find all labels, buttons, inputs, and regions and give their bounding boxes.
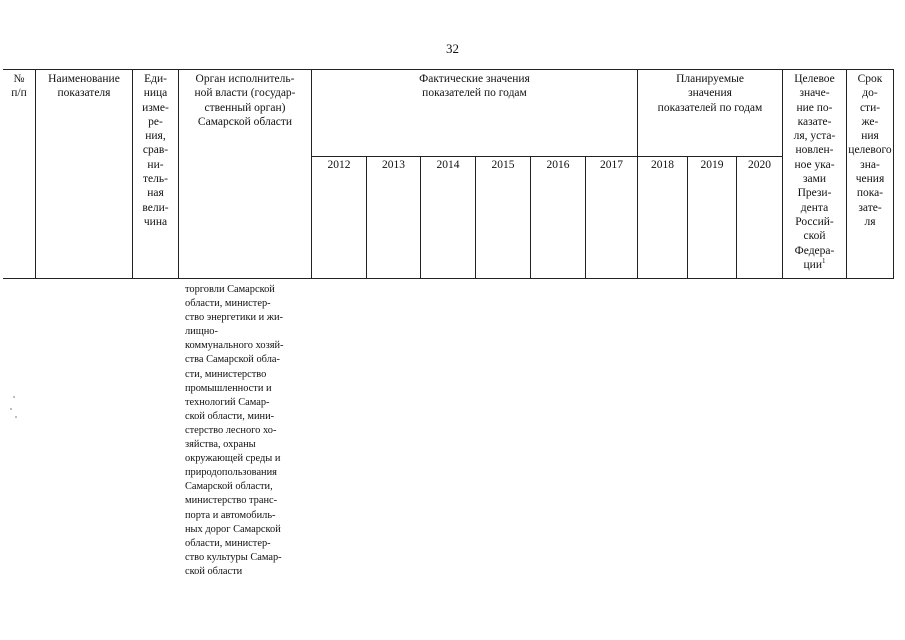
year-cell: 2016 — [546, 159, 570, 171]
year-divider — [585, 156, 586, 279]
year-cell: 2018 — [651, 159, 674, 171]
scan-speck — [10, 408, 12, 410]
year-divider — [736, 156, 737, 279]
year-divider — [475, 156, 476, 279]
years-row-top-border — [311, 156, 782, 157]
header-indicator-name: Наименование показателя — [48, 73, 120, 100]
scan-speck — [15, 416, 17, 418]
year-cell: 2013 — [382, 159, 405, 171]
header-actual-values: Фактические значения показателей по годам — [419, 73, 530, 100]
header-target-text: Целевое значе- ние по- казате- ля, уста- новлен- ное ука- зами Прези- дента Россий- ской Федера- ции — [793, 73, 836, 271]
page-number: 32 — [446, 41, 459, 56]
scan-speck — [13, 396, 15, 398]
authority-continuation-text: торговли Самарской области, министер- ство энергетики и жи- лищно- коммунального хозяй- ства Самарской обла- сти, министерство промышленности и технологий Самар- ской области, мини- стерство лесного хо- зяйства, охраны окружающей среды и природопользования Самарской области, министерство транс- порта и автомобиль- ных дорог Самарской области, министер- ство культуры Самар- ской области — [185, 284, 284, 577]
year-cell: 2019 — [700, 159, 724, 171]
target-footnote-mark: 1 — [821, 257, 826, 266]
year-cell: 2015 — [491, 159, 515, 171]
header-planned-values: Планируемые значения показателей по годам — [657, 73, 763, 114]
year-cell: 2020 — [748, 159, 771, 171]
year-divider — [687, 156, 688, 279]
header-deadline: Срок до- сти- же- ния целевого зна- чения пока- зате- ля — [848, 73, 892, 228]
column-divider — [893, 69, 894, 279]
year-cell: 2014 — [436, 159, 460, 171]
table-top-border — [3, 69, 893, 70]
year-cell: 2012 — [327, 159, 351, 171]
header-bottom-border — [3, 278, 893, 279]
header-unit: Еди- ница изме- ре- ния, срав- ни- тель- ная вели- чина — [142, 73, 169, 228]
year-divider — [530, 156, 531, 279]
header-number: № п/п — [11, 73, 27, 100]
year-divider — [366, 156, 367, 279]
header-target-value — [783, 72, 846, 272]
year-divider — [420, 156, 421, 279]
year-cell: 2017 — [600, 159, 623, 171]
header-authority: Орган исполнитель- ной власти (государ- ственный орган) Самарской области — [194, 73, 296, 128]
